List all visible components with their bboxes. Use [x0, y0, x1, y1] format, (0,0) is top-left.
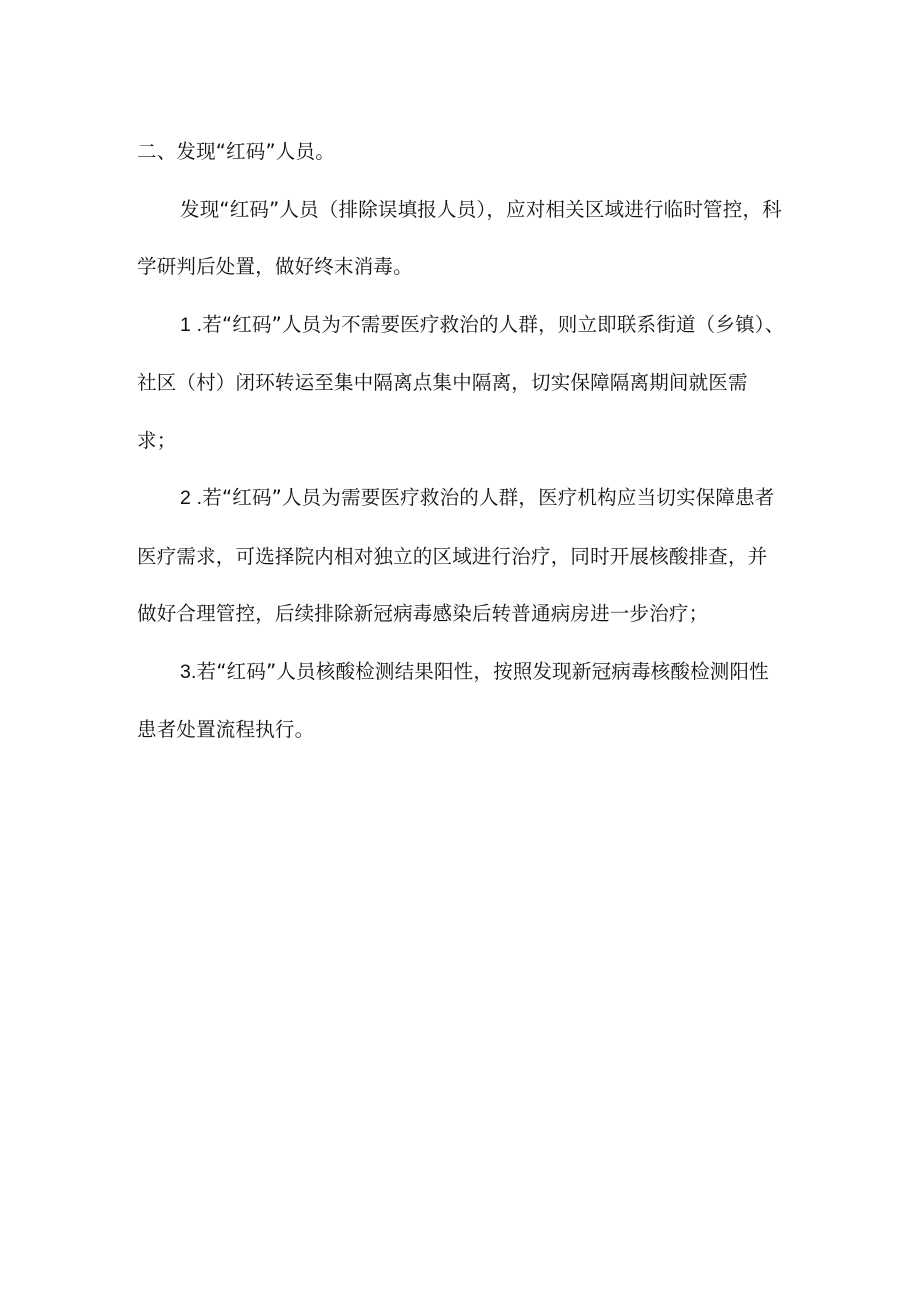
list-number: 1 . [180, 313, 203, 336]
list-item-1 [137, 296, 787, 470]
paragraph-text: 若“红码”人员核酸检测结果阳性，按照发现新冠病毒核酸检测阳性患者处置流程执行。 [137, 659, 769, 741]
list-item-3 [137, 643, 787, 759]
list-item-2 [137, 469, 787, 643]
paragraph-text: 若“红码”人员为不需要医疗救治的人群，则立即联系街道（乡镇）、社区（村）闭环转运至集中隔离点集中隔离，切实保障隔离期间就医需求； [137, 312, 785, 452]
section-heading: 二、发现“红码”人员。 [137, 140, 335, 163]
intro-paragraph [137, 181, 787, 296]
paragraph-text: 若“红码”人员为需要医疗救治的人群，医疗机构应当切实保障患者医疗需求，可选择院内相对独立的区域进行治疗，同时开展核酸排查，并做好合理管控，后续排除新冠病毒感染后转普通病房进一步治疗； [137, 486, 775, 625]
document-body [137, 123, 787, 759]
paragraph-text: 发现“红码”人员（排除误填报人员），应对相关区域进行临时管控，科学研判后处置，做好终末消毒。 [137, 197, 782, 278]
list-number: 2 . [180, 487, 203, 509]
list-number: 3. [180, 660, 197, 683]
